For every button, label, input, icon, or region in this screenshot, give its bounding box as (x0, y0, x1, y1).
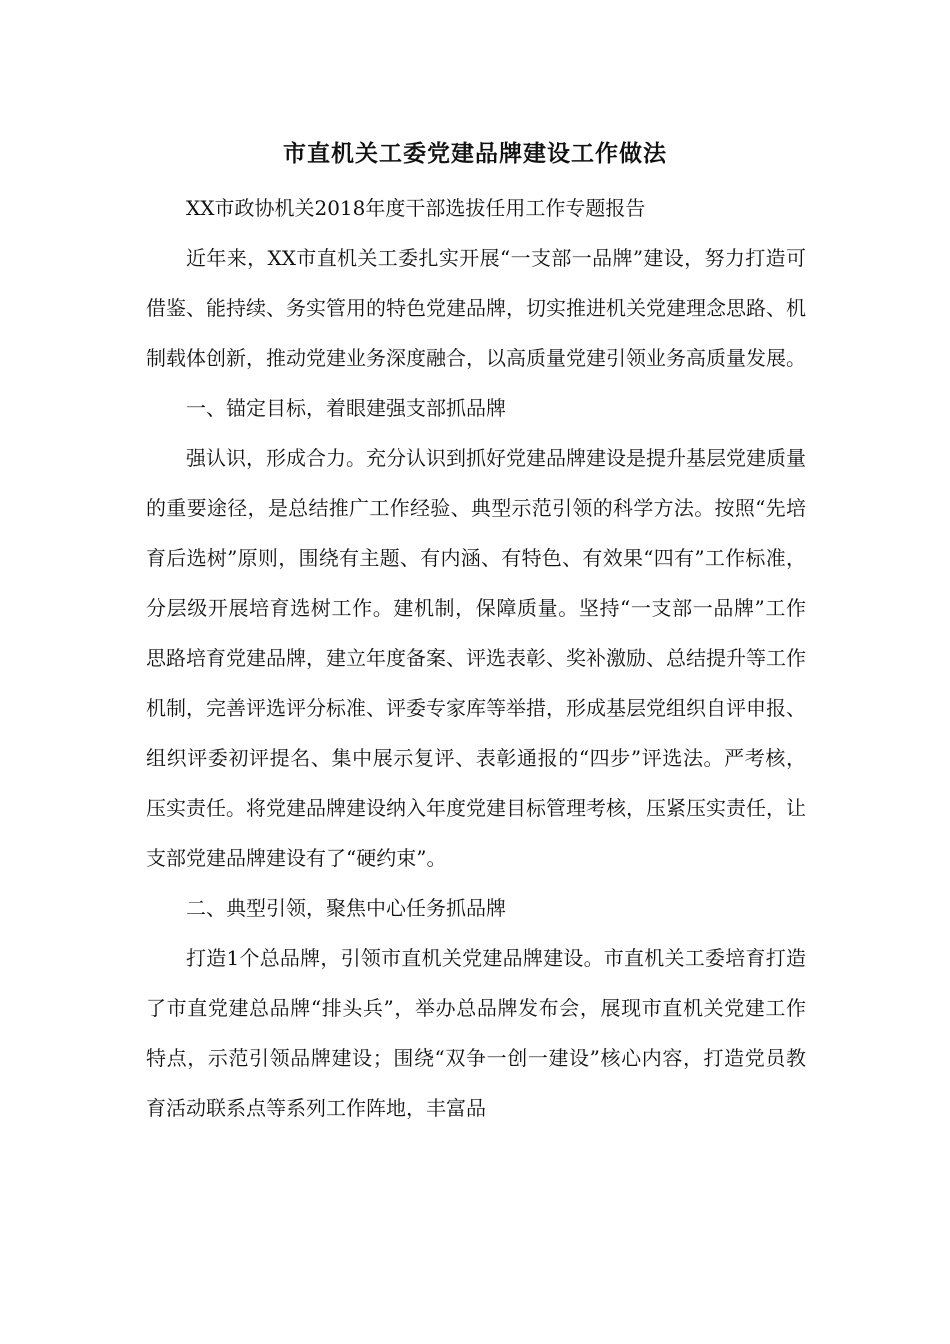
document-title: 市直机关工委党建品牌建设工作做法 (283, 140, 667, 167)
paragraph-section-1: 强认识，形成合力。充分认识到抓好党建品牌建设是提升基层党建质量的重要途径，是总结推广工作经验、典型示范引领的科学方法。按照“先培育后选树”原则，围绕有主题、有内涵、有特色、有效果“四有”工作标准，分层级开展培育选树工作。建机制，保障质量。坚持“一支部一品牌”工作思路培育党建品牌，建立年度备案、评选表彰、奖补激励、总结提升等工作机制，完善评选评分标准、评委专家库等举措，形成基层党组织自评申报、组织评委初评提名、集中展示复评、表彰通报的“四步”评选法。严考核，压实责任。将党建品牌建设纳入年度党建目标管理考核，压紧压实责任，让支部党建品牌建设有了“硬约束”。 (146, 446, 806, 870)
section-heading-1: 一、锚定目标，着眼建强支部抓品牌 (186, 396, 506, 420)
paragraph-report-subtitle: XX市政协机关2018年度干部选拔任用工作专题报告 (186, 196, 646, 220)
section-heading-2: 二、典型引领，聚焦中心任务抓品牌 (186, 896, 506, 920)
paragraph-section-2: 打造1个总品牌，引领市直机关党建品牌建设。市直机关工委培育打造了市直党建总品牌“排头兵”，举办总品牌发布会，展现市直机关党建工作特点，示范引领品牌建设；围绕“双争一创一建设”核心内容，打造党员教育活动联系点等系列工作阵地，丰富品 (146, 946, 806, 1120)
paragraph-intro: 近年来，XX市直机关工委扎实开展“一支部一品牌”建设，努力打造可借鉴、能持续、务实管用的特色党建品牌，切实推进机关党建理念思路、机制载体创新，推动党建业务深度融合，以高质量党建引领业务高质量发展。 (146, 246, 806, 370)
document-body (146, 183, 806, 1133)
